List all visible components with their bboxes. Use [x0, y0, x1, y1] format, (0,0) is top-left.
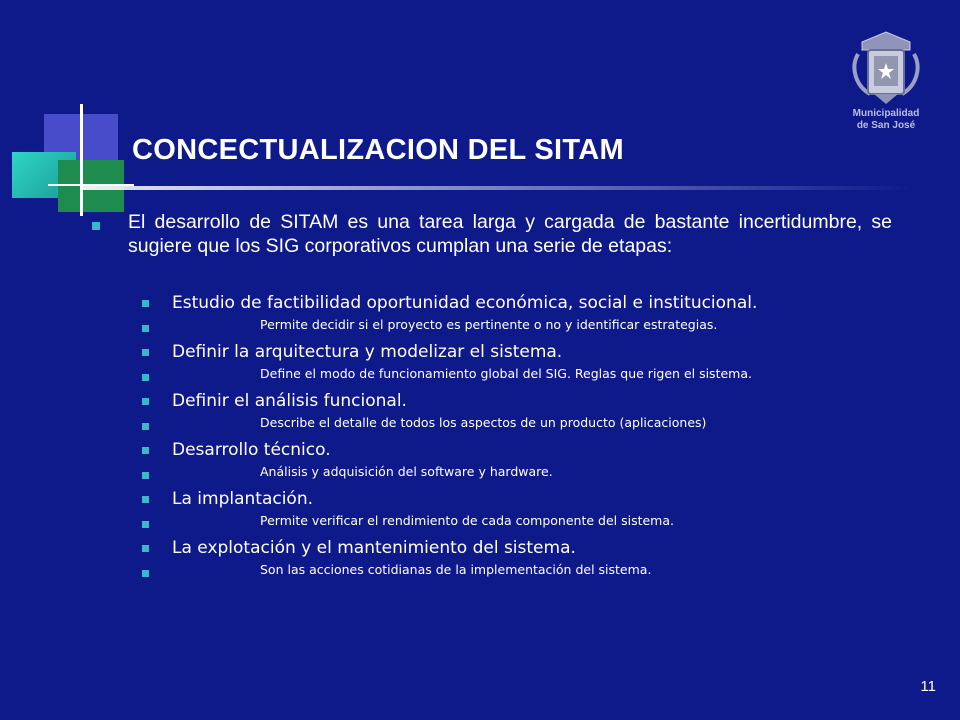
square-bullet-icon	[142, 325, 149, 332]
stage-detail	[172, 415, 892, 431]
square-bullet-icon	[142, 423, 149, 430]
title-underline	[82, 186, 912, 190]
logo-text-line1: Municipalidad	[852, 108, 920, 119]
square-bullet-icon	[142, 447, 149, 454]
stage-item	[172, 488, 892, 529]
stage-detail	[172, 464, 892, 480]
stage-detail-text: Son las acciones cotidianas de la implementación del sistema.	[260, 562, 652, 577]
square-bullet-icon	[142, 472, 149, 479]
square-bullet-icon	[92, 222, 100, 230]
stage-item	[172, 292, 892, 333]
stage-title: Definir la arquitectura y modelizar el sistema.	[172, 342, 563, 362]
logo-text-line2: de San José	[856, 120, 916, 131]
square-bullet-icon	[142, 349, 149, 356]
stage-item	[172, 341, 892, 382]
square-bullet-icon	[142, 300, 149, 307]
coat-of-arms-icon	[850, 24, 922, 108]
stage-detail	[172, 562, 892, 578]
stage-item	[172, 537, 892, 578]
stage-detail-text: Permite decidir si el proyecto es pertinente o no y identificar estrategias.	[260, 317, 718, 332]
decor-line-vertical	[80, 104, 83, 216]
square-bullet-icon	[142, 570, 149, 577]
stage-title: La implantación.	[172, 489, 314, 509]
slide-content	[92, 210, 892, 586]
stages-list	[92, 292, 892, 578]
square-bullet-icon	[142, 496, 149, 503]
stage-detail	[172, 366, 892, 382]
stage-title: Definir el análisis funcional.	[172, 391, 407, 411]
page-number: 11	[920, 678, 936, 695]
slide-title: CONCECTUALIZACION DEL SITAM	[132, 134, 624, 166]
stage-title: La explotación y el mantenimiento del sistema.	[172, 538, 576, 558]
stage-detail-text: Permite verificar el rendimiento de cada componente del sistema.	[260, 513, 674, 528]
stage-title: Desarrollo técnico.	[172, 440, 331, 460]
municipality-logo	[842, 24, 930, 144]
stage-title: Estudio de factibilidad oportunidad económica, social e institucional.	[172, 293, 758, 313]
stage-detail-text: Describe el detalle de todos los aspectos de un producto (aplicaciones)	[260, 415, 707, 430]
square-bullet-icon	[142, 374, 149, 381]
square-bullet-icon	[142, 398, 149, 405]
intro-text: El desarrollo de SITAM es una tarea larga y cargada de bastante incertidumbre, se sugiere que los SIG corporativos cumplan una serie de etapas:	[128, 211, 892, 257]
intro-bullet	[92, 210, 892, 258]
square-bullet-icon	[142, 545, 149, 552]
stage-detail-text: Define el modo de funcionamiento global del SIG. Reglas que rigen el sistema.	[260, 366, 752, 381]
stage-detail	[172, 513, 892, 529]
stage-detail-text: Análisis y adquisición del software y hardware.	[260, 464, 553, 479]
stage-item	[172, 439, 892, 480]
stage-detail	[172, 317, 892, 333]
square-bullet-icon	[142, 521, 149, 528]
stage-item	[172, 390, 892, 431]
